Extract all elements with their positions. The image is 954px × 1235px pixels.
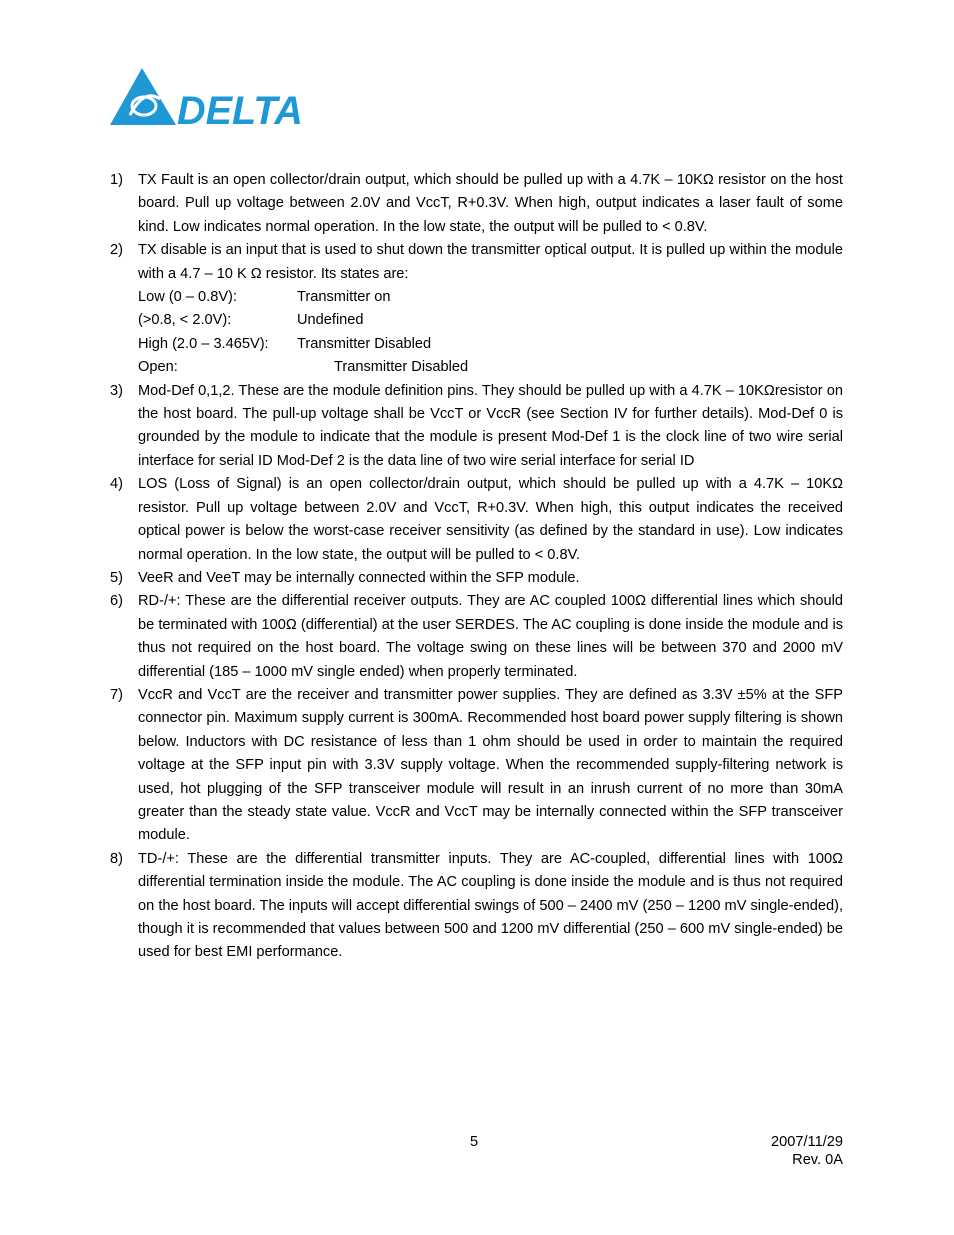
- footer-revision: Rev. 0A: [792, 1152, 843, 1168]
- note-1: [110, 169, 843, 239]
- note-number: 3): [110, 382, 123, 399]
- state-row: [138, 333, 843, 356]
- note-text: Mod-Def 0,1,2. These are the module definition pins. They should be pulled up with a 4.7K – 10KΩresistor on the host board. The pull-up voltage shall be VccT or VccR (see Section IV for further details). Mod-Def 0 is grounded by the module to indicate that the module is present Mod-Def 1 is the clock line of two wire serial interface for serial ID Mod-Def 2 is the data line of two wire serial interface for serial ID: [138, 382, 843, 469]
- note-number: 5): [110, 569, 123, 586]
- state-value: Undefined: [297, 312, 364, 329]
- state-label: (>0.8, < 2.0V):: [138, 312, 232, 329]
- note-number: 4): [110, 476, 123, 493]
- state-value: Transmitter on: [297, 289, 391, 306]
- note-7: [110, 684, 843, 848]
- delta-logo: [110, 66, 306, 128]
- note-number: 1): [110, 172, 123, 188]
- delta-logo-icon: [110, 66, 306, 128]
- state-label: High (2.0 – 3.465V):: [138, 335, 269, 352]
- note-number: 7): [110, 686, 123, 703]
- page-number: 5: [470, 1134, 479, 1150]
- note-6: [110, 590, 843, 684]
- note-4: [110, 473, 843, 567]
- footer-date: 2007/11/29: [771, 1134, 843, 1150]
- state-value: Transmitter Disabled: [297, 335, 432, 352]
- note-text: VeeR and VeeT may be internally connected within the SFP module.: [138, 569, 580, 586]
- footer-meta: [771, 1133, 843, 1169]
- svg-text:DELTA: DELTA: [177, 89, 303, 128]
- note-text: VccR and VccT are the receiver and transmitter power supplies. They are defined as 3.3V ±5% at the SFP connector pin. Maximum supply current is 300mA. Recommended host board power supply filtering is shown below. Inductors with DC resistance of less than 1 ohm should be used in order to maintain the required voltage at the SFP input pin with 3.3V supply voltage. When the recommended supply-filtering network is used, hot plugging of the SFP transceiver module will result in an inrush current of no more than 30mA greater than the steady state value. VccR and VccT may be internally connected within the SFP transceiver module.: [138, 686, 843, 844]
- notes-list: [110, 169, 843, 965]
- note-text: LOS (Loss of Signal) is an open collector/drain output, which should be pulled up with a 4.7K – 10KΩ resistor. Pull up voltage between 2.0V and VccT, R+0.3V. When high, this output indicates the received optical power is below the worst-case receiver sensitivity (as defined by the standard in use). Low indicates normal operation. In the low state, the output will be pulled to < 0.8V.: [138, 476, 843, 563]
- note-number: 6): [110, 593, 123, 610]
- note-number: 8): [110, 850, 123, 867]
- note-number: 2): [110, 242, 123, 259]
- note-text: TX disable is an input that is used to shut down the transmitter optical output. It is pulled up within the module with a 4.7 – 10 K Ω resistor. Its states are:: [138, 242, 843, 282]
- note-text: TD-/+: These are the differential transmitter inputs. They are AC-coupled, differential lines with 100Ω differential termination inside the module. The AC coupling is done inside the module and is thus not required on the host board. The inputs will accept differential swings of 500 – 2400 mV (250 – 1200 mV single-ended), though it is recommended that values between 500 and 1200 mV differential (250 – 600 mV single-ended) be used for best EMI performance.: [138, 850, 843, 961]
- state-row: [138, 356, 843, 379]
- state-row: [138, 309, 843, 332]
- state-value: Transmitter Disabled: [334, 359, 469, 376]
- note-3: [110, 380, 843, 474]
- state-label: Low (0 – 0.8V):: [138, 289, 237, 306]
- note-text: TX Fault is an open collector/drain output, which should be pulled up with a 4.7K – 10KΩ resistor on the host board. Pull up voltage between 2.0V and VccT, R+0.3V. When high, output indicates a laser fault of some kind. Low indicates normal operation. In the low state, the output will be pulled to < 0.8V.: [138, 172, 843, 235]
- state-label: Open:: [138, 359, 178, 376]
- state-row: [138, 286, 843, 309]
- note-5: [110, 567, 843, 590]
- note-2: [110, 239, 843, 379]
- note-text: RD-/+: These are the differential receiver outputs. They are AC coupled 100Ω differential lines which should be terminated with 100Ω (differential) at the user SERDES. The AC coupling is done inside the module and is thus not required on the host board. The voltage swing on these lines will be between 370 and 2000 mV differential (185 – 1000 mV single ended) when properly terminated.: [138, 593, 843, 680]
- note-8: [110, 848, 843, 965]
